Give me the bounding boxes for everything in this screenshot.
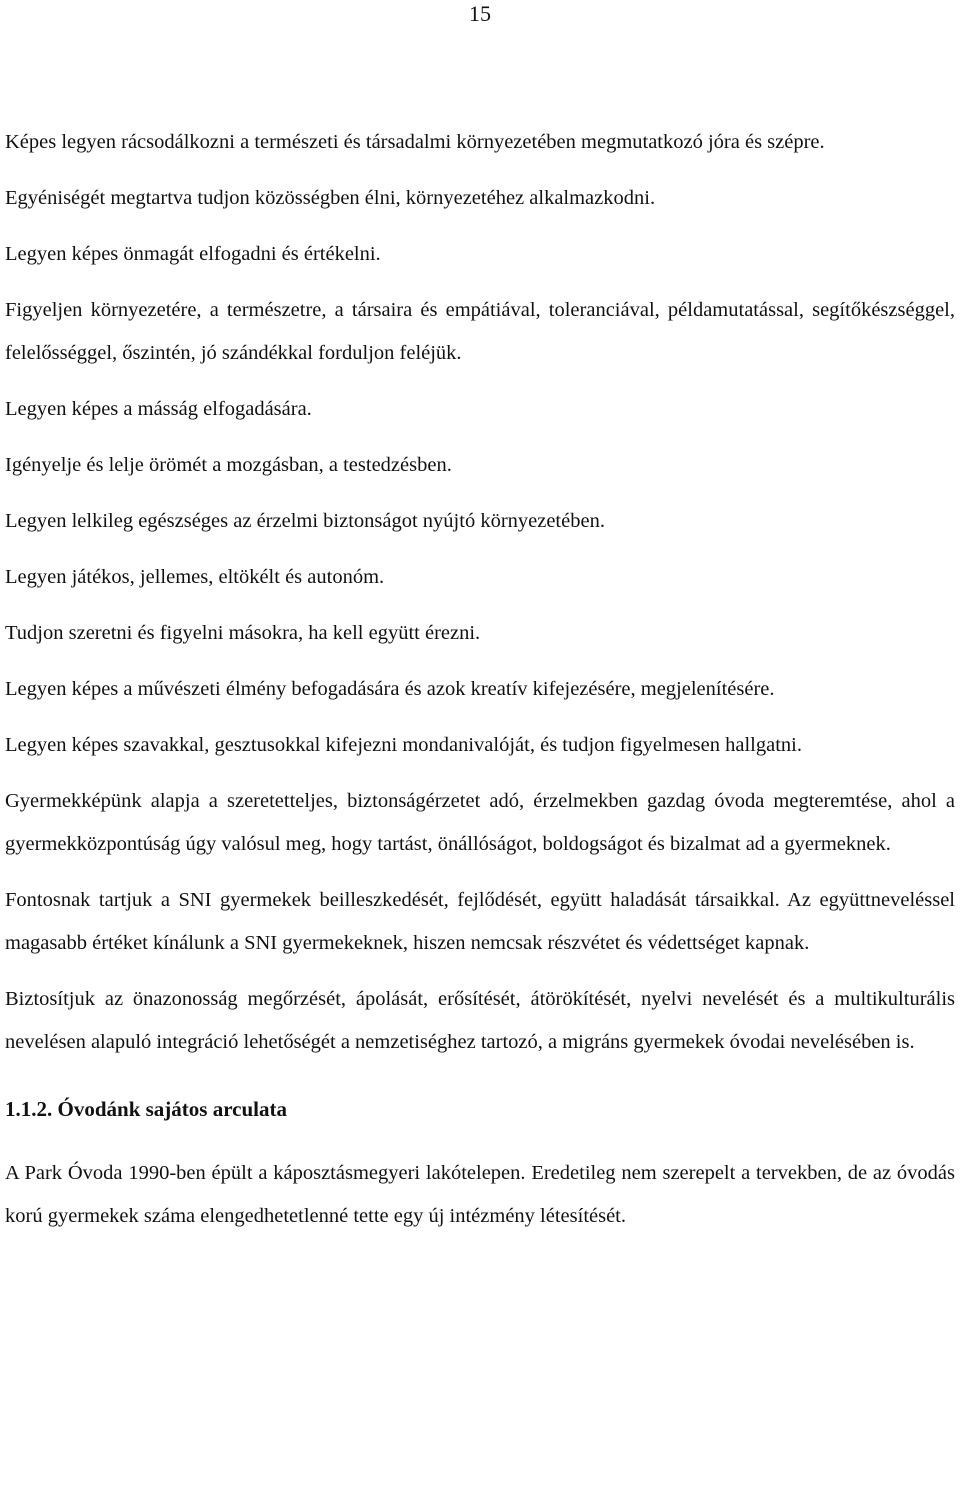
document-body xyxy=(5,121,955,1238)
goal-line: Legyen képes önmagát elfogadni és értékelni. xyxy=(5,243,381,265)
goal-line: Legyen játékos, jellemes, eltökélt és autonóm. xyxy=(5,566,385,588)
goal-line: Legyen képes szavakkal, gesztusokkal kifejezni mondanivalóját, és tudjon figyelmesen hallgatni. xyxy=(5,734,802,756)
goal-line: Egyéniségét megtartva tudjon közösségben élni, környezetéhez alkalmazkodni. xyxy=(5,187,656,209)
goal-line: Legyen képes a művészeti élmény befogadására és azok kreatív kifejezésére, megjelenítésére. xyxy=(5,678,775,700)
goal-line: Legyen lelkileg egészséges az érzelmi biztonságot nyújtó környezetében. xyxy=(5,510,605,532)
section-heading: 1.1.2. Óvodánk sajátos arculata xyxy=(5,1097,287,1121)
body-paragraph: Fontosnak tartjuk a SNI gyermekek beilleszkedését, fejlődését, együtt haladását társaikkal. Az együttneveléssel magasabb értéket kínálunk a SNI gyermekeknek, hiszen nemcsak részvétet és védettséget kapnak. xyxy=(5,889,955,954)
goal-line: Tudjon szeretni és figyelni másokra, ha kell együtt érezni. xyxy=(5,622,481,644)
body-paragraph: Biztosítjuk az önazonosság megőrzését, ápolását, erősítését, átörökítését, nyelvi nevelését és a multikulturális nevelésen alapuló integráció lehetőségét a nemzetiséghez tartozó, a migráns gyermekek óvodai nevelésében is. xyxy=(5,988,955,1053)
goal-line: Legyen képes a másság elfogadására. xyxy=(5,398,312,420)
page-number: 15 xyxy=(469,1,491,26)
goal-line: Figyeljen környezetére, a természetre, a társaira és empátiával, toleranciával, példamutatással, segítőkészséggel, felelősséggel, őszintén, jó szándékkal forduljon feléjük. xyxy=(5,299,955,364)
body-paragraph: A Park Óvoda 1990-ben épült a káposztásmegyeri lakótelepen. Eredetileg nem szerepelt a tervekben, de az óvodás korú gyermekek száma elengedhetetlenné tette egy új intézmény létesítését. xyxy=(5,1162,955,1227)
body-paragraph: Gyermekképünk alapja a szeretetteljes, biztonságérzetet adó, érzelmekben gazdag óvoda megteremtése, ahol a gyermekközpontúság úgy valósul meg, hogy tartást, önállóságot, boldogságot és bizalmat ad a gyermeknek. xyxy=(5,790,955,855)
goal-line: Képes legyen rácsodálkozni a természeti és társadalmi környezetében megmutatkozó jóra és szépre. xyxy=(5,131,825,153)
goal-line: Igényelje és lelje örömét a mozgásban, a testedzésben. xyxy=(5,454,452,476)
